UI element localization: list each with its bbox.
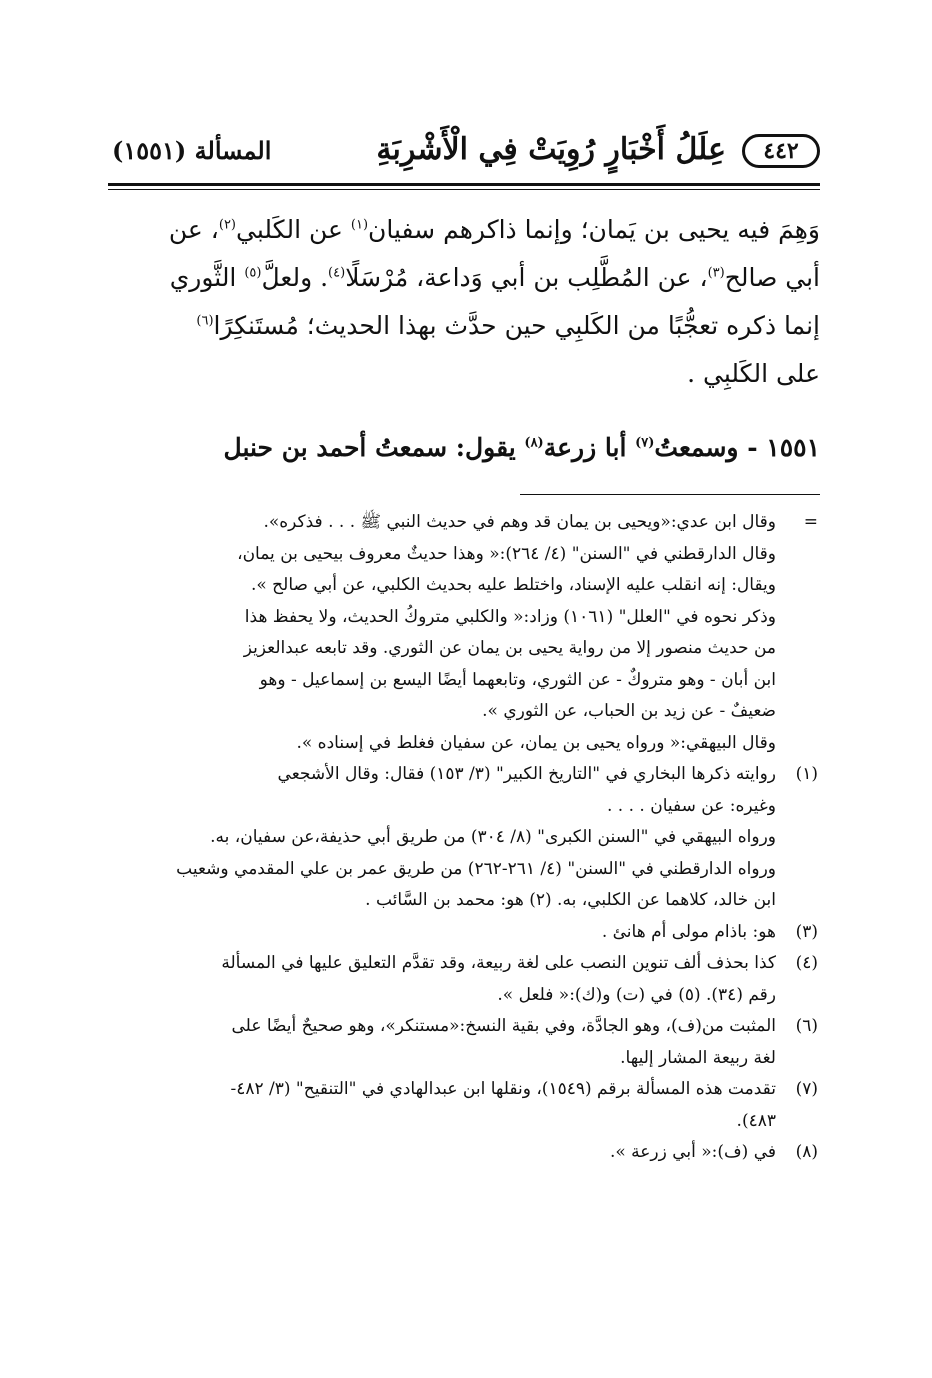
footnote-marker: (٦) — [795, 1016, 818, 1036]
footnote-line: روايته ذكرها البخاري في "التاريخ الكبير" (٣/ ١٥٣) فقال: وقال الأشجعي — [277, 764, 776, 784]
text-segment: الثَّوري — [169, 263, 245, 292]
main-line — [108, 302, 820, 350]
footnote-line: ابن أبان - وهو متروكٌ - عن الثوري، وتابعهما أيضًا اليسع بن إسماعيل - وهو — [259, 669, 776, 690]
text-segment: عن الكَلبي — [236, 215, 351, 244]
text-segment: على الكَلبِي . — [687, 359, 820, 388]
footnote-8 — [108, 1137, 820, 1169]
footnote-line: ضعيفٌ - عن زيد بن الحباب، عن الثوري ». — [482, 701, 776, 721]
footnote-ref: (٣) — [707, 265, 725, 281]
hadith-heading — [108, 426, 820, 470]
text-segment: يقول: سمعتُ أحمد بن حنبل — [223, 433, 525, 462]
footnote-6 — [108, 1011, 820, 1074]
footnote-line: وغيره: عن سفيان . . . . — [606, 795, 776, 816]
footnote-line: المثبت من(ف)، وهو الجادَّة، وفي بقية النسخ:«مستنكر»، وهو صحيحٌ أيضًا على — [231, 1016, 776, 1036]
footnote-line: ابن خالد، كلاهما عن الكلبي، به. (٢) هو: محمد بن السَّائب . — [365, 890, 776, 910]
footnote-line: ورواه الدارقطني في "السنن" (٤/ ٢٦١-٢٦٢) من طريق عمر بن علي المقدمي وشعيب — [176, 858, 776, 879]
footnote-line: كذا بحذف ألف تنوين النصب على لغة ربيعة، وقد تقدَّم التعليق عليها في المسألة — [221, 953, 776, 973]
footnote-ref: (٧) — [635, 435, 655, 451]
footnote-marker: (٧) — [795, 1079, 818, 1099]
header-rule-thin — [108, 189, 820, 190]
footnote-line: رقم (٣٤). (٥) في (ت) و(ك):« فلعل ». — [497, 984, 776, 1005]
footnotes — [108, 507, 820, 1169]
main-line — [108, 254, 820, 302]
footnote-continuation — [108, 507, 820, 759]
footnote-line: وقال البيهقي:« ورواه يحيى بن يمان، عن سفيان فغلط في إسناده ». — [296, 732, 776, 753]
footnote-line: من حديث منصور إلا من رواية يحيى بن يمان عن الثوري. وقد تابعه عبدالعزيز — [243, 638, 776, 658]
text-segment: ، عن — [168, 215, 219, 244]
footnote-separator — [520, 494, 820, 495]
main-line — [108, 206, 820, 254]
text-segment: وَهِمَ فيه يحيى بن يَمان؛ وإنما ذاكرهم سفيان — [368, 215, 820, 244]
footnote-ref: (٢) — [218, 217, 236, 233]
footnote-3 — [108, 917, 820, 949]
footnote-line: هو: باذام مولى أم هانئ . — [601, 921, 776, 942]
text-segment: أبا زرعة — [543, 433, 636, 462]
footnote-line: تقدمت هذه المسألة برقم (١٥٤٩)، ونقلها ابن عبدالهادي في "التنقيح" (٣/ ٤٨٢- — [230, 1079, 776, 1099]
footnote-ref: (٨) — [524, 435, 544, 451]
footnote-line: في (ف):« أبي زرعة ». — [609, 1142, 776, 1162]
footnote-ref: (٤) — [328, 265, 346, 281]
footnote-line: وقال ابن عدي:«ويحيى بن يمان قد وهم في حديث النبي ﷺ . . . فذكره». — [263, 512, 776, 532]
text-segment: ، عن المُطَّلِب بن أبي وَداعة، مُرْسَلًا — [345, 263, 708, 292]
issue-label: المسألة (١٥٥١) — [112, 136, 272, 165]
footnote-line: ورواه البيهقي في "السنن الكبرى" (٨/ ٣٠٤) من طريق أبي حذيفة،عن سفيان، به. — [210, 827, 776, 847]
footnote-line: ويقال: إنه انقلب عليه الإسناد، واختلط عليه بحديث الكلبي، عن أبي صالح ». — [250, 575, 776, 595]
footnote-line: وذكر نحوه في "العلل" (١٠٦١) وزاد:« والكلبي متروكُ الحديث، ولا يحفظ هذا — [244, 606, 776, 627]
footnote-marker: = — [803, 512, 818, 532]
footnote-line: وقال الدارقطني في "السنن" (٤/ ٢٦٤):« وهذا حديثٌ معروف بيحيى بن يمان، — [237, 543, 776, 564]
header-rule-thick — [108, 183, 820, 186]
footnote-7 — [108, 1074, 820, 1137]
book-title: عِلَلُ أَخْبَارٍ رُوِيَتْ فِي الْأَشْرِبَةِ — [376, 132, 726, 167]
text-segment: ١٥٥١ - وسمعتُ — [654, 433, 820, 462]
footnote-line: لغة ربيعة المشار إليها. — [620, 1047, 776, 1068]
text-segment: . ولعلَّ — [261, 263, 329, 292]
footnote-line: ٤٨٣). — [736, 1110, 776, 1131]
main-text — [108, 206, 820, 398]
footnote-marker: (٨) — [795, 1142, 818, 1162]
footnote-ref: (١) — [350, 217, 369, 233]
footnote-marker: (٤) — [795, 953, 818, 973]
running-header — [108, 128, 820, 178]
footnote-4 — [108, 948, 820, 1011]
page-number-badge: ٤٤٢ — [742, 134, 820, 168]
footnote-ref: (٥) — [244, 265, 262, 281]
text-segment: أبي صالح — [724, 263, 820, 292]
footnote-marker: (٣) — [795, 921, 818, 942]
footnote-marker: (١) — [795, 764, 818, 784]
text-segment: إنما ذكره تعجُّبًا من الكَلبِي حين حدَّث بهذا الحديث؛ مُستَنكِرًا — [213, 311, 820, 340]
footnote-ref: (٦) — [196, 313, 214, 329]
footnote-1 — [108, 759, 820, 917]
main-line — [108, 350, 820, 398]
book-page — [108, 0, 820, 1378]
